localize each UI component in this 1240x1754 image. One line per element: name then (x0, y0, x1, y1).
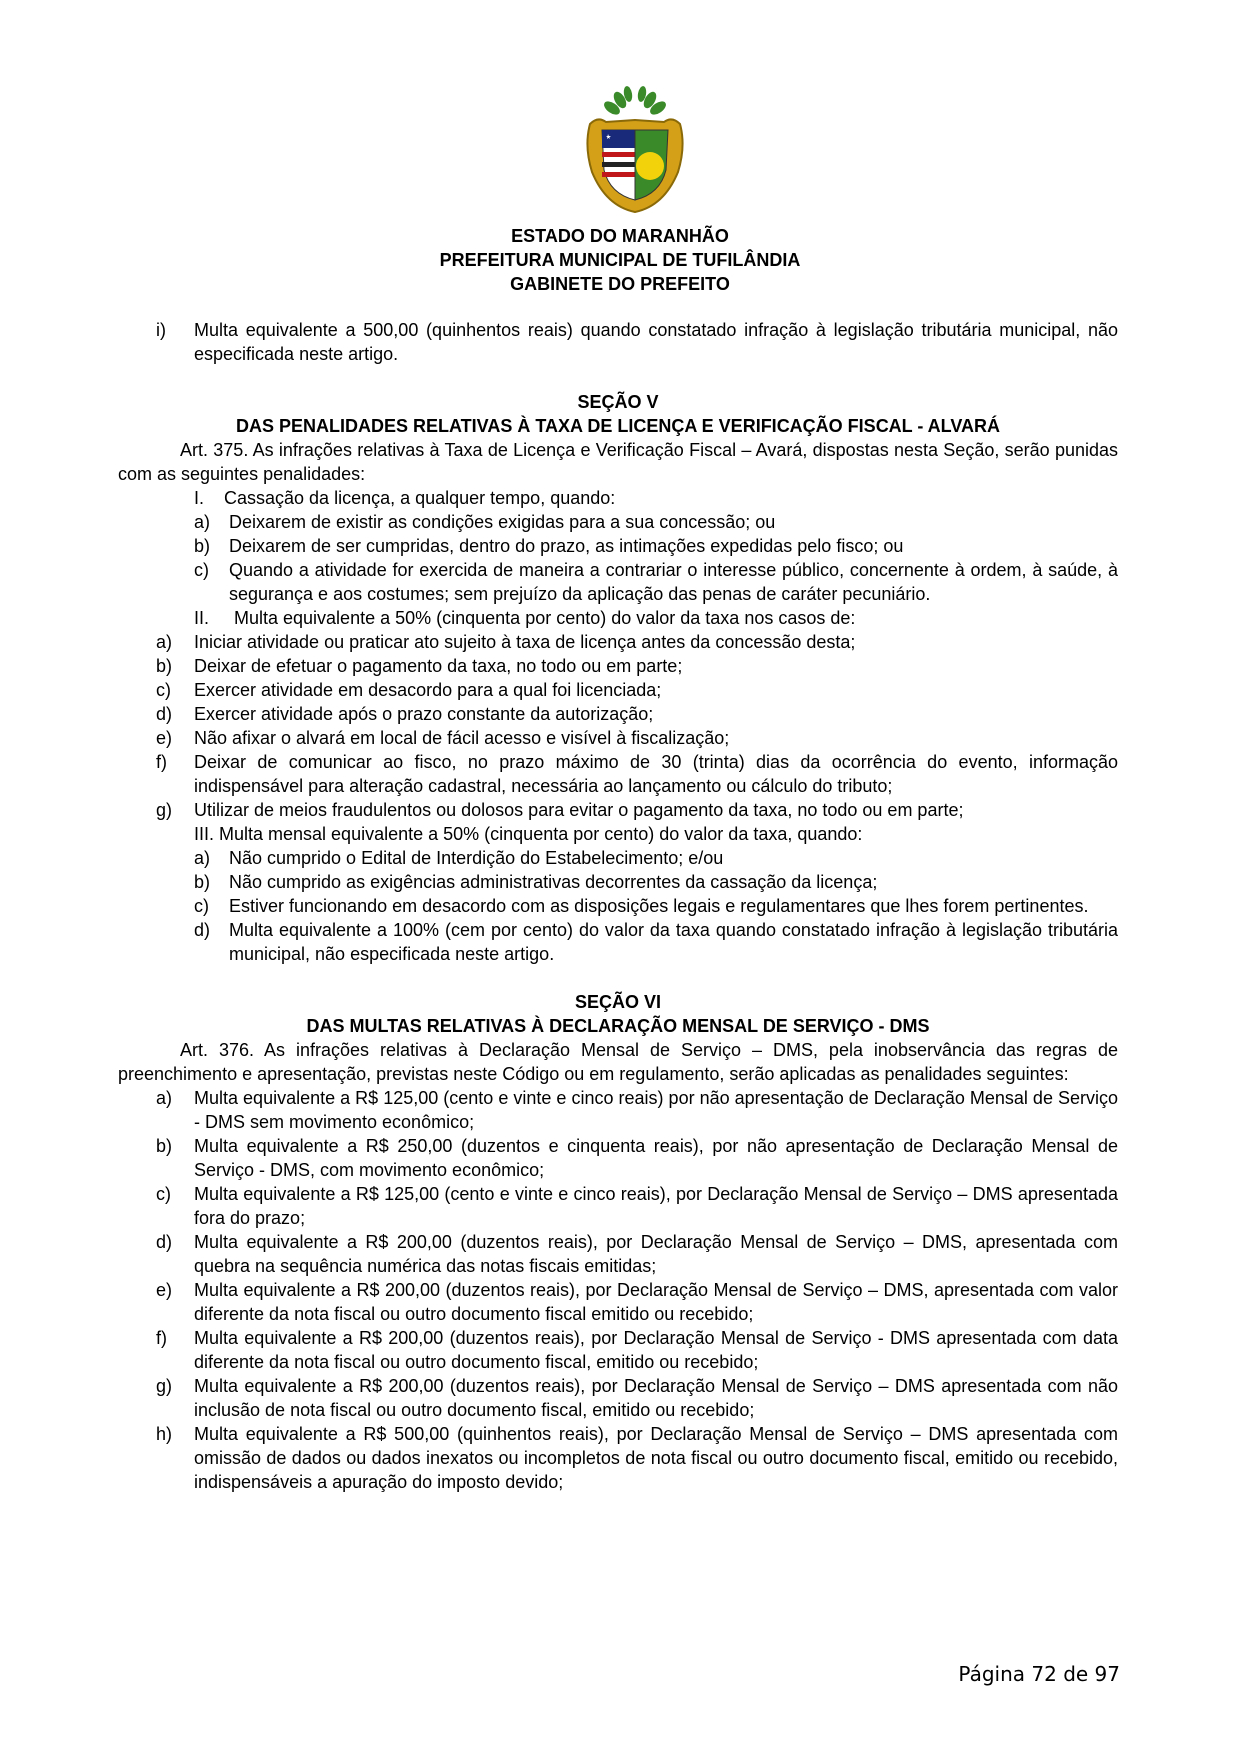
state-name: ESTADO DO MARANHÃO (511, 226, 729, 246)
list-item (118, 1182, 1118, 1230)
section-subtitle: DAS PENALIDADES RELATIVAS À TAXA DE LICENÇA E VERIFICAÇÃO FISCAL - ALVARÁ (235, 416, 1001, 436)
section-subtitle: DAS MULTAS RELATIVAS À DECLARAÇÃO MENSAL DE SERVIÇO - DMS (306, 1016, 930, 1036)
item-label: g) (156, 1376, 173, 1396)
section-title: SEÇÃO VI (574, 992, 662, 1012)
list-item (118, 510, 1118, 534)
office-name: GABINETE DO PREFEITO (510, 274, 730, 294)
inciso-text: Multa equivalente a 50% (cinquenta por cento) do valor da taxa nos casos de: (234, 608, 856, 628)
list-item (118, 1278, 1118, 1326)
list-item (118, 678, 1118, 702)
list-item (118, 654, 1118, 678)
list-item (118, 1374, 1118, 1422)
coat-of-arms-icon (580, 86, 690, 216)
document-body (118, 318, 1118, 1494)
item-label: i) (156, 320, 166, 340)
item-label: a) (156, 632, 173, 652)
item-text: Multa equivalente a R$ 200,00 (duzentos reais), por Declaração Mensal de Serviço – DMS apresentada com não inclusão de nota fiscal ou outro documento fiscal, emitido ou recebido; (194, 1376, 1118, 1420)
list-item (118, 1422, 1118, 1494)
list-item (118, 534, 1118, 558)
list-item (118, 798, 1118, 822)
item-label: d) (194, 920, 211, 940)
item-label: c) (156, 680, 171, 700)
list-item (118, 870, 1118, 894)
city-hall-name: PREFEITURA MUNICIPAL DE TUFILÂNDIA (439, 250, 801, 270)
item-label: e) (156, 728, 173, 748)
item-label: c) (194, 896, 209, 916)
list-item (118, 846, 1118, 870)
item-label: f) (156, 1328, 167, 1348)
page-number: Página 72 de 97 (958, 1662, 1120, 1686)
list-item (118, 750, 1118, 798)
item-label: a) (156, 1088, 173, 1108)
item-text: Multa equivalente a R$ 125,00 (cento e vinte e cinco reais) por não apresentação de Declaração Mensal de Serviço - DMS sem movimento econômico; (194, 1088, 1118, 1132)
list-item (118, 1326, 1118, 1374)
list-item (118, 1230, 1118, 1278)
list-item (118, 894, 1118, 918)
inciso-text: III. Multa mensal equivalente a 50% (cinquenta por cento) do valor da taxa, quando: (194, 824, 863, 844)
list-item (118, 918, 1118, 966)
item-label: h) (156, 1424, 173, 1444)
item-text: Multa equivalente a R$ 250,00 (duzentos e cinquenta reais), por não apresentação de Declaração Mensal de Serviço - DMS, com movimento econômico; (194, 1136, 1118, 1180)
item-text: Deixar de efetuar o pagamento da taxa, no todo ou em parte; (194, 656, 683, 676)
item-label: b) (156, 656, 173, 676)
list-item (118, 558, 1118, 606)
item-text: Não afixar o alvará em local de fácil acesso e visível à fiscalização; (194, 728, 730, 748)
section-title: SEÇÃO V (577, 392, 659, 412)
item-label: f) (156, 752, 167, 772)
item-text: Multa equivalente a R$ 125,00 (cento e vinte e cinco reais), por Declaração Mensal de Serviço – DMS apresentada fora do prazo; (194, 1184, 1118, 1228)
item-text: Multa equivalente a R$ 200,00 (duzentos reais), por Declaração Mensal de Serviço – DMS, apresentada com quebra na sequência numérica das notas fiscais emitidas; (194, 1232, 1118, 1276)
list-item (118, 1134, 1118, 1182)
item-label: a) (194, 848, 211, 868)
inciso-label: I. (194, 488, 205, 508)
item-text: Deixarem de ser cumpridas, dentro do prazo, as intimações expedidas pelo fisco; ou (229, 536, 904, 556)
item-label: b) (194, 872, 211, 892)
item-label: a) (194, 512, 211, 532)
inciso-text: Cassação da licença, a qualquer tempo, quando: (224, 488, 616, 508)
item-label: c) (194, 560, 209, 580)
item-text: Deixar de comunicar ao fisco, no prazo máximo de 30 (trinta) dias da ocorrência do evento, informação indispensável para alteração cadastral, necessária ao lançamento ou cálculo do tributo; (194, 752, 1118, 796)
item-text: Exercer atividade após o prazo constante da autorização; (194, 704, 654, 724)
item-label: c) (156, 1184, 171, 1204)
item-text: Deixarem de existir as condições exigidas para a sua concessão; ou (229, 512, 776, 532)
list-item (118, 1086, 1118, 1134)
inciso (118, 606, 1118, 630)
inciso-label: II. (194, 608, 210, 628)
article-text: Art. 375. As infrações relativas à Taxa de Licença e Verificação Fiscal – Avará, dispostas nesta Seção, serão punidas com as seguintes penalidades: (118, 440, 1118, 484)
item-label: b) (156, 1136, 173, 1156)
item-text: Utilizar de meios fraudulentos ou dolosos para evitar o pagamento da taxa, no todo ou em parte; (194, 800, 964, 820)
item-text: Quando a atividade for exercida de maneira a contrariar o interesse público, concernente à ordem, à saúde, à segurança e aos costumes; sem prejuízo da aplicação das penas de caráter pecuniário. (229, 560, 1118, 604)
item-text: Multa equivalente a R$ 200,00 (duzentos reais), por Declaração Mensal de Serviço - DMS apresentada com data diferente da nota fiscal ou outro documento fiscal, emitido ou recebido; (194, 1328, 1118, 1372)
item-text: Multa equivalente a R$ 200,00 (duzentos reais), por Declaração Mensal de Serviço – DMS, apresentada com valor diferente da nota fiscal ou outro documento fiscal emitido ou recebido; (194, 1280, 1118, 1324)
item-text: Iniciar atividade ou praticar ato sujeito à taxa de licença antes da concessão desta; (194, 632, 856, 652)
item-text: Não cumprido as exigências administrativas decorrentes da cassação da licença; (229, 872, 878, 892)
item-label: d) (156, 704, 173, 724)
item-label: d) (156, 1232, 173, 1252)
item-label: e) (156, 1280, 173, 1300)
list-item (118, 726, 1118, 750)
item-text: Não cumprido o Edital de Interdição do Estabelecimento; e/ou (229, 848, 724, 868)
inciso (118, 486, 1118, 510)
list-item (118, 702, 1118, 726)
list-item (118, 630, 1118, 654)
item-text: Multa equivalente a 100% (cem por cento) do valor da taxa quando constatado infração à legislação tributária municipal, não especificada neste artigo. (229, 920, 1118, 964)
item-text: Exercer atividade em desacordo para a qual foi licenciada; (194, 680, 662, 700)
article-text: Art. 376. As infrações relativas à Declaração Mensal de Serviço – DMS, pela inobservância das regras de preenchimento e apresentação, previstas neste Código ou em regulamento, serão aplicadas as penalidades seguintes: (118, 1040, 1118, 1084)
list-item (118, 318, 1118, 366)
item-label: b) (194, 536, 211, 556)
item-label: g) (156, 800, 173, 820)
inciso (118, 822, 1118, 846)
item-text: Estiver funcionando em desacordo com as disposições legais e regulamentares que lhes forem pertinentes. (229, 896, 1089, 916)
item-text: Multa equivalente a 500,00 (quinhentos reais) quando constatado infração à legislação tributária municipal, não especificada neste artigo. (194, 320, 1118, 364)
letterhead (0, 224, 1240, 296)
item-text: Multa equivalente a R$ 500,00 (quinhentos reais), por Declaração Mensal de Serviço – DMS apresentada com omissão de dados ou dados inexatos ou incompletos de nota fiscal ou outro documento fiscal, emitido ou recebido, indispensáveis a apuração do imposto devido; (194, 1424, 1118, 1492)
